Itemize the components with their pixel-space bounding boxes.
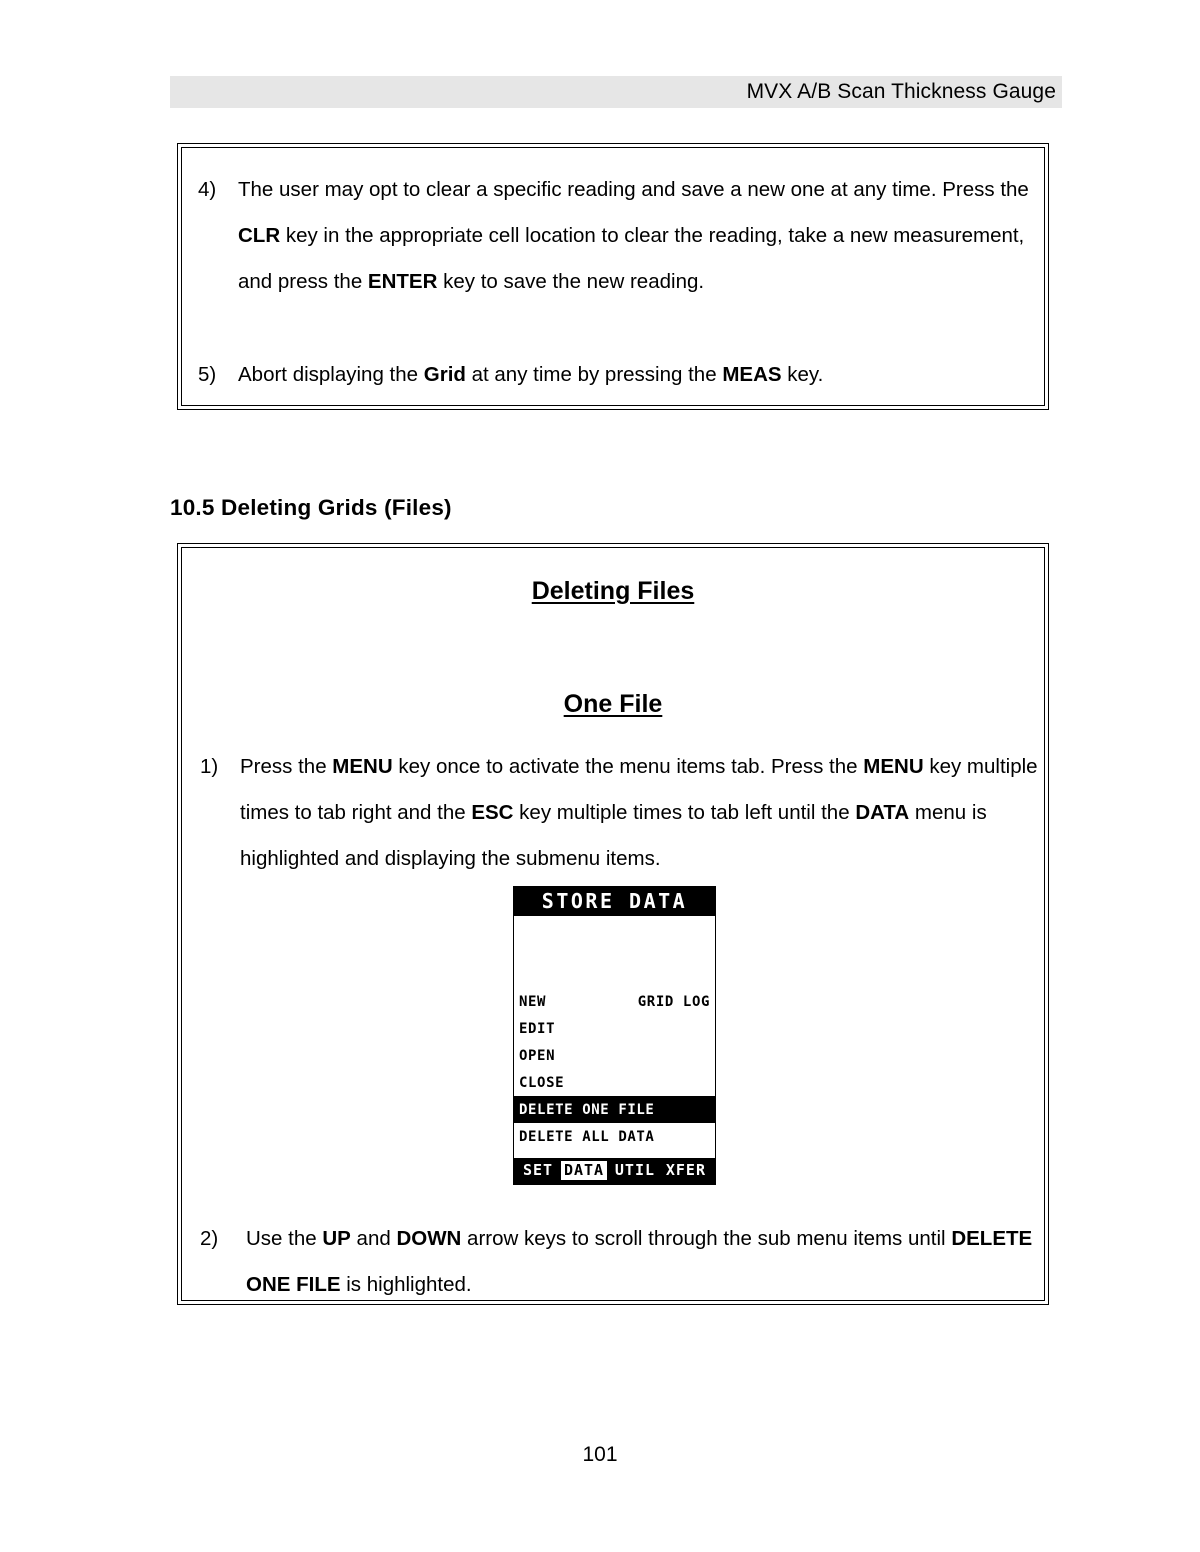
- lcd-bottom-spacer: [514, 1150, 715, 1158]
- list-item-number: 2): [200, 1227, 219, 1250]
- deleting-files-box: [177, 543, 1049, 1305]
- lcd-menu-item-label: DELETE ONE FILE: [519, 1101, 655, 1118]
- text-run: arrow keys to scroll through the sub menu items until: [461, 1227, 952, 1250]
- lcd-title-bar: STORE DATA: [514, 887, 715, 916]
- lcd-menu-item-label: DELETE ALL DATA: [519, 1128, 655, 1145]
- list-item-number: 4): [198, 178, 217, 201]
- lcd-menu-item[interactable]: [514, 1096, 715, 1123]
- text-run: is highlighted.: [340, 1273, 472, 1296]
- text-run: key multiple times to tab left until the: [513, 801, 856, 824]
- list-item-text: [246, 1216, 1040, 1308]
- lcd-menu-item[interactable]: [514, 1015, 715, 1042]
- lcd-menu-body: [514, 916, 715, 1158]
- text-run: Abort displaying the: [238, 363, 424, 386]
- text-run: The user may opt to clear a specific reading and save a new one at any time. Press the: [238, 178, 1029, 201]
- list-item-text: [240, 744, 1040, 882]
- emphasized-key-name: DATA: [855, 801, 910, 824]
- emphasized-key-name: Grid: [423, 363, 466, 386]
- lcd-tab-set[interactable]: SET: [523, 1161, 554, 1179]
- text-run: and: [350, 1227, 397, 1250]
- text-run: key in the appropriate cell location to clear the reading, take a new measurement, and press the: [238, 224, 1025, 293]
- lcd-tab-util[interactable]: UTIL: [614, 1161, 656, 1179]
- deleting-files-box-content: [178, 544, 1048, 1304]
- list-item-number: 1): [200, 755, 219, 778]
- page-running-header: [170, 76, 1062, 108]
- lcd-menu-item[interactable]: [514, 1069, 715, 1096]
- text-run: at any time by pressing the: [465, 363, 723, 386]
- text-run: Use the: [246, 1227, 323, 1250]
- instruction-box-continued-content: [178, 144, 1048, 409]
- lcd-menu-item[interactable]: [514, 1123, 715, 1150]
- emphasized-key-name: ENTER: [367, 270, 438, 293]
- text-run: key to save the new reading.: [437, 270, 705, 293]
- page-number: 101: [582, 1443, 618, 1466]
- list-item: [200, 1216, 1040, 1308]
- list-item-text: [238, 167, 1038, 305]
- lcd-tab-xfer[interactable]: XFER: [665, 1161, 706, 1179]
- lcd-menu-item-label: NEW: [519, 993, 547, 1010]
- emphasized-key-name: ESC: [471, 801, 514, 824]
- emphasized-key-name: MENU: [863, 755, 924, 778]
- section-heading: 10.5 Deleting Grids (Files): [170, 495, 452, 520]
- list-item: [198, 352, 1038, 398]
- list-item: [200, 744, 1040, 882]
- lcd-menu-item-label: OPEN: [519, 1047, 556, 1064]
- lcd-menu-item-label: CLOSE: [519, 1074, 565, 1091]
- lcd-blank-area: [514, 916, 715, 988]
- lcd-menu-item-value: GRID LOG: [637, 993, 710, 1010]
- text-run: Press the: [240, 755, 333, 778]
- instruction-box-continued: [177, 143, 1049, 410]
- lcd-menu-item[interactable]: [514, 988, 715, 1015]
- text-run: key multiple times to tab right and the: [240, 755, 1038, 824]
- list-item-number: 5): [198, 363, 217, 386]
- text-run: menu is highlighted and displaying the submenu items.: [240, 801, 987, 870]
- emphasized-key-name: CLR: [238, 224, 281, 247]
- one-file-heading: One File: [563, 690, 663, 718]
- emphasized-key-name: UP: [322, 1227, 351, 1250]
- lcd-menu-list: [514, 988, 715, 1150]
- emphasized-key-name: DELETE ONE FILE: [246, 1227, 1033, 1296]
- list-item: [198, 167, 1038, 305]
- emphasized-key-name: MENU: [332, 755, 393, 778]
- deleting-files-heading: Deleting Files: [531, 577, 695, 605]
- text-run: key.: [781, 363, 824, 386]
- lcd-tab-data[interactable]: DATA: [561, 1161, 607, 1180]
- emphasized-key-name: DOWN: [396, 1227, 462, 1250]
- device-lcd-screenshot: [513, 886, 716, 1185]
- lcd-tab-bar: [514, 1158, 715, 1184]
- running-header-title: MVX A/B Scan Thickness Gauge: [746, 80, 1056, 103]
- lcd-menu-item[interactable]: [514, 1042, 715, 1069]
- emphasized-key-name: MEAS: [722, 363, 782, 386]
- text-run: key once to activate the menu items tab. Press the: [392, 755, 864, 778]
- list-item-text: [238, 352, 1038, 398]
- lcd-menu-item-label: EDIT: [519, 1020, 556, 1037]
